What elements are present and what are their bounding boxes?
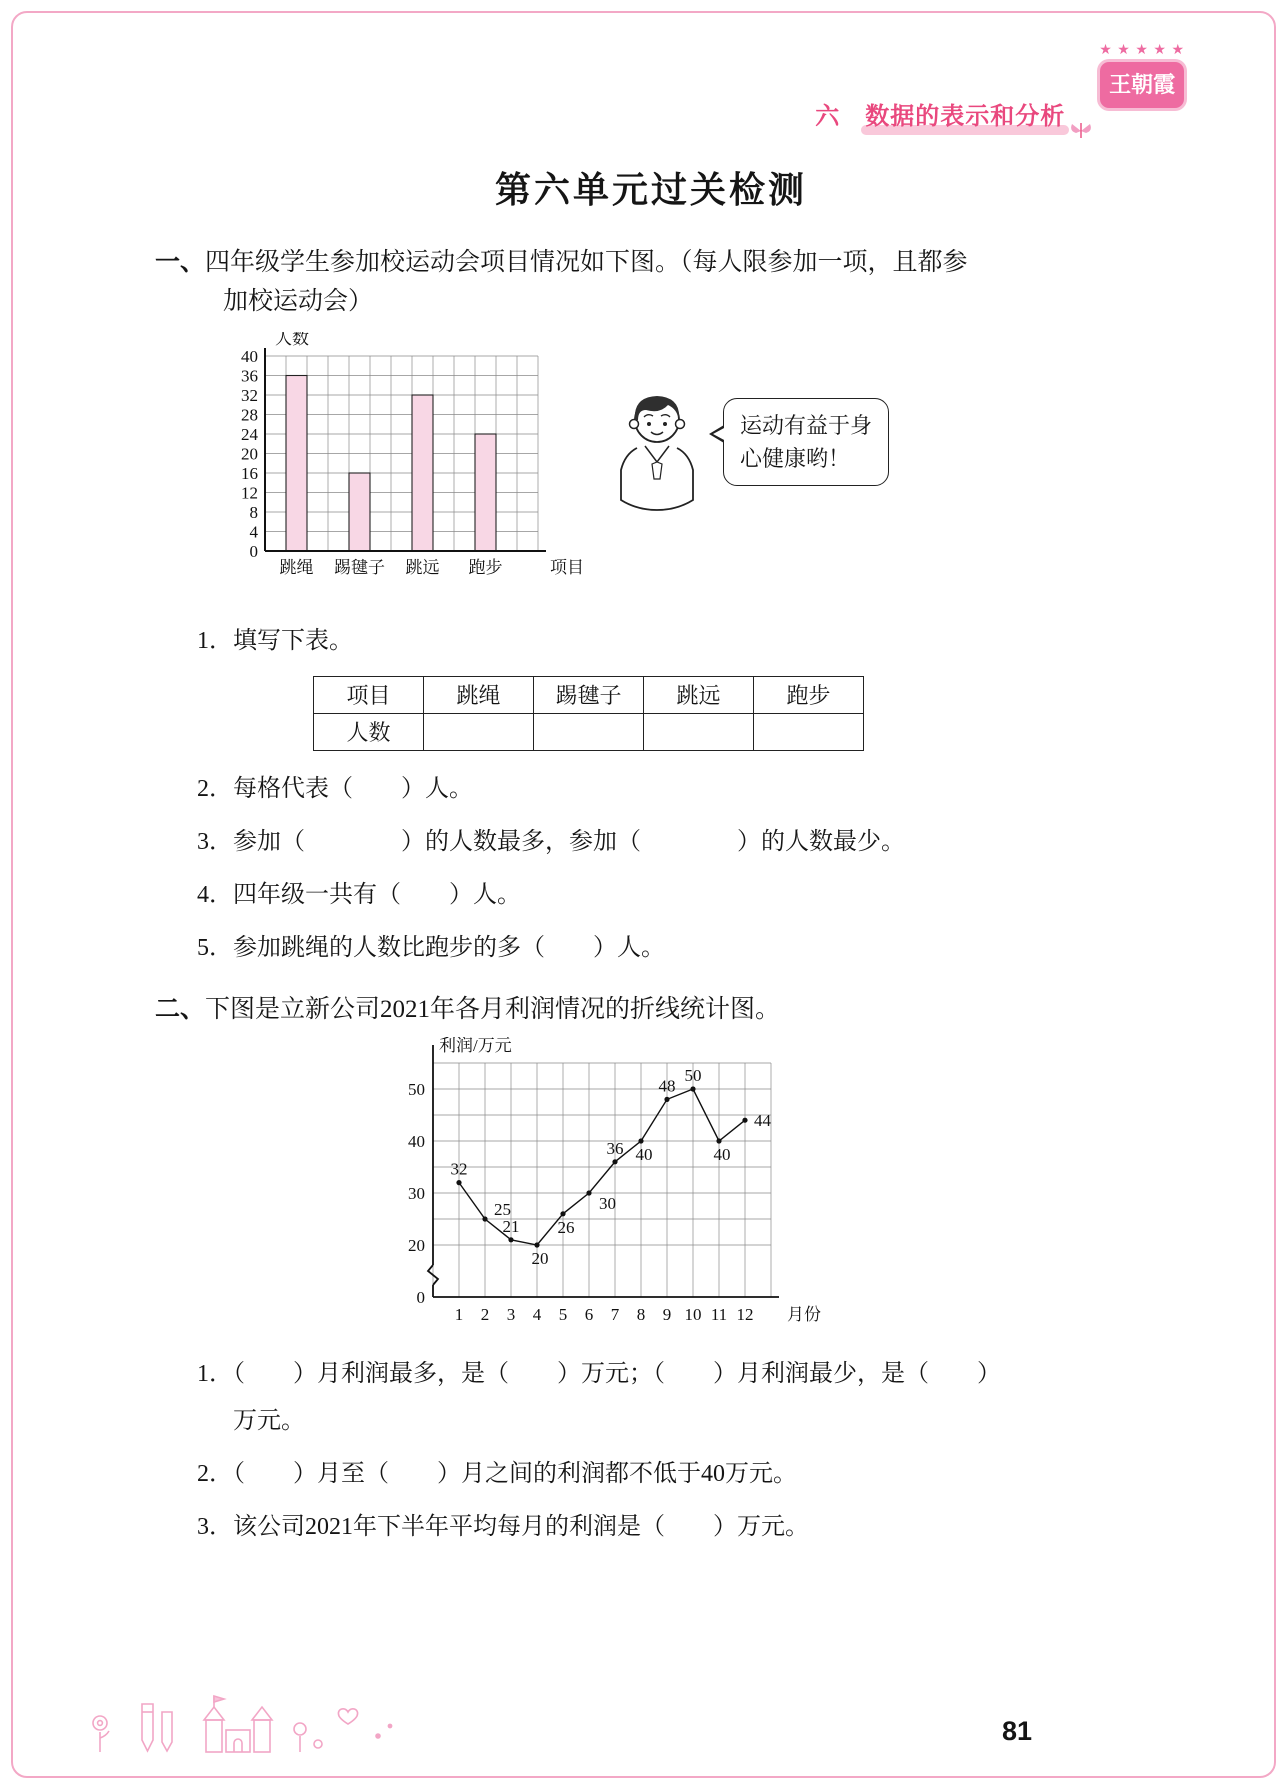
q2-prompt (155, 990, 1147, 1030)
q1-chart-row (219, 332, 1147, 605)
speech-text-line1: 运动有益于身 (740, 412, 873, 438)
svg-text:16: 16 (241, 463, 258, 483)
svg-text:32: 32 (241, 385, 258, 405)
svg-text:40: 40 (241, 346, 258, 366)
q2-sub2: 2．（ ）月至（ ）月之间的利润都不低于40万元。 (197, 1461, 797, 1488)
svg-text:20: 20 (531, 1249, 549, 1269)
svg-text:0: 0 (249, 541, 258, 561)
svg-text:3: 3 (506, 1305, 516, 1325)
table-header-cell: 项目 (314, 676, 424, 713)
q2-marker: 二、 (155, 994, 206, 1023)
unit-header-block (815, 96, 1065, 131)
footer-doodle-illustration (86, 1678, 416, 1758)
table-answer-cell[interactable] (644, 713, 754, 750)
svg-text:利润/万元: 利润/万元 (439, 1037, 512, 1056)
brand-badge: 王朝霞 (1100, 62, 1184, 108)
q1-sub4: 4．四年级一共有（ ）人。 (197, 881, 521, 908)
svg-text:12: 12 (736, 1305, 754, 1325)
svg-text:40: 40 (713, 1145, 731, 1165)
q1-sub2: 2．每格代表（ ）人。 (197, 775, 473, 802)
unit-header-label: 六 数据的表示和分析 (815, 103, 1066, 130)
svg-text:30: 30 (408, 1184, 425, 1204)
svg-text:28: 28 (241, 405, 258, 424)
svg-text:9: 9 (662, 1305, 672, 1325)
svg-text:40: 40 (408, 1132, 425, 1152)
svg-text:50: 50 (684, 1066, 702, 1086)
table-row-label: 人数 (314, 713, 424, 750)
table-header-cell: 踢毽子 (534, 676, 644, 713)
q2-sub1-line2: 万元。 (233, 1408, 305, 1435)
svg-text:44: 44 (754, 1111, 771, 1131)
q1-sub5: 5．参加跳绳的人数比跑步的多（ ）人。 (197, 934, 665, 961)
q1-sub3: 3．参加（ ）的人数最多，参加（ ）的人数最少。 (197, 828, 905, 855)
q1-marker: 一、 (155, 248, 206, 276)
svg-text:跑步: 跑步 (468, 557, 503, 577)
svg-text:7: 7 (610, 1305, 620, 1325)
q2-sub1-line1: 1．（ ）月利润最多，是（ ）万元；（ ）月利润最少，是（ ） (197, 1361, 1001, 1388)
q2-prompt-text: 下图是立新公司2021年各月利润情况的折线统计图。 (205, 995, 781, 1023)
page-number: 81 (1001, 1716, 1032, 1746)
table-header-cell: 跑步 (754, 676, 864, 713)
bar-chart (219, 332, 597, 605)
table-row (314, 713, 864, 750)
svg-text:8: 8 (636, 1305, 646, 1325)
footer-doodle (86, 1678, 416, 1763)
q1-fill-table (313, 676, 864, 751)
svg-text:36: 36 (606, 1139, 624, 1159)
q1-prompt-text: 四年级学生参加校运动会项目情况如下图。（每人限参加一项，且都参 (205, 249, 968, 276)
speech-bubble (723, 398, 889, 486)
q1-subquestions (155, 623, 1147, 966)
page-title: 第六单元过关检测 (494, 169, 807, 210)
table-answer-cell[interactable] (424, 713, 534, 750)
table-header-cell: 跳绳 (424, 676, 534, 713)
svg-text:20: 20 (408, 1236, 425, 1256)
svg-text:跳绳: 跳绳 (279, 557, 314, 577)
question-2 (155, 990, 1147, 1546)
svg-text:24: 24 (241, 424, 258, 444)
svg-text:36: 36 (241, 366, 258, 385)
svg-text:跳远: 跳远 (405, 557, 440, 577)
svg-text:50: 50 (408, 1080, 425, 1100)
svg-text:0: 0 (416, 1288, 425, 1308)
question-1 (155, 243, 1147, 966)
svg-text:1: 1 (454, 1305, 464, 1325)
q1-sub1: 1．填写下表。 (197, 627, 353, 654)
svg-text:踢毽子: 踢毽子 (334, 557, 385, 577)
butterfly-icon (1069, 121, 1093, 141)
svg-text:20: 20 (241, 444, 258, 463)
svg-text:32: 32 (450, 1159, 468, 1179)
table-answer-cell[interactable] (534, 713, 644, 750)
svg-text:人数: 人数 (275, 331, 309, 348)
boy-illustration (607, 386, 707, 541)
svg-text:30: 30 (599, 1194, 616, 1214)
svg-text:8: 8 (249, 502, 258, 522)
svg-text:2: 2 (480, 1305, 490, 1325)
q1-prompt-line1 (155, 243, 1147, 283)
stars-decor: ★ ★ ★ ★ ★ (1099, 43, 1185, 58)
svg-text:26: 26 (557, 1218, 575, 1238)
table-answer-cell[interactable] (754, 713, 864, 750)
svg-text:4: 4 (249, 522, 258, 541)
speech-text-line2: 心健康哟！ (740, 445, 851, 471)
svg-text:25: 25 (494, 1200, 511, 1220)
svg-text:4: 4 (532, 1305, 542, 1325)
line-chart (371, 1037, 1147, 1338)
svg-text:21: 21 (502, 1217, 520, 1237)
svg-text:48: 48 (658, 1076, 676, 1096)
table-row (314, 676, 864, 713)
svg-text:项目: 项目 (550, 557, 584, 577)
svg-text:5: 5 (558, 1305, 568, 1325)
svg-text:10: 10 (684, 1305, 702, 1325)
mascot-group (607, 386, 889, 541)
svg-text:月份: 月份 (787, 1305, 821, 1325)
svg-text:40: 40 (635, 1145, 653, 1165)
svg-text:12: 12 (241, 483, 258, 502)
svg-text:6: 6 (584, 1305, 594, 1325)
page-header (815, 44, 1185, 131)
table-header-cell: 跳远 (644, 676, 754, 713)
svg-text:11: 11 (710, 1305, 728, 1325)
q1-prompt-line2: 加校运动会） (223, 287, 374, 315)
brand-block (1099, 44, 1185, 108)
q2-sub3: 3．该公司2021年下半年平均每月的利润是（ ）万元。 (197, 1514, 809, 1541)
q2-subquestions (155, 1356, 1147, 1545)
